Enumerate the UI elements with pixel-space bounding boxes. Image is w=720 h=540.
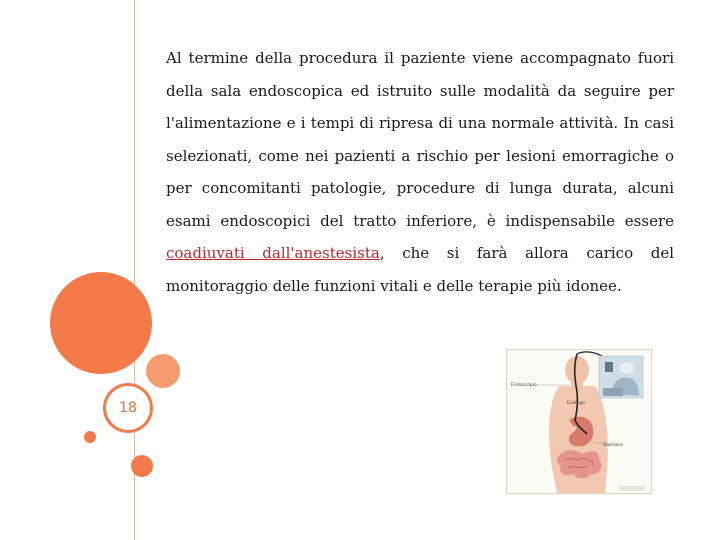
decorative-circle-small xyxy=(84,431,96,443)
body-paragraph xyxy=(166,42,674,302)
decorative-circle-small-2 xyxy=(131,455,153,477)
label-esophagus: Esofago xyxy=(567,401,585,406)
decorative-circle-medium xyxy=(146,354,180,388)
label-stomach: Stomaco xyxy=(603,443,623,448)
decorative-circle-large xyxy=(50,272,152,374)
endoscopy-illustration xyxy=(506,349,652,494)
paragraph-part-1: Al termine della procedura il paziente viene accompagnato fuori della sala endoscopica ed istruito sulle modalità da seguire per l'alimentazione e i tempi di ripresa di una normale attività. In casi selezionati, come nei pazienti a rischio per lesioni emorragiche o per concomitanti patologie, procedure di lunga durata, alcuni esami endoscopici del tratto inferiore, è indispensabile essere xyxy=(166,49,674,230)
paragraph-part-2: , che si farà allora carico del monitoraggio delle funzioni vitali e delle terapie più idonee. xyxy=(166,244,674,295)
label-endoscope: Endoscopio xyxy=(511,383,537,388)
slide-number: 18 xyxy=(119,400,137,416)
slide-number-badge xyxy=(103,383,153,433)
highlighted-phrase: coadiuvati dall'anestesista xyxy=(166,244,380,262)
